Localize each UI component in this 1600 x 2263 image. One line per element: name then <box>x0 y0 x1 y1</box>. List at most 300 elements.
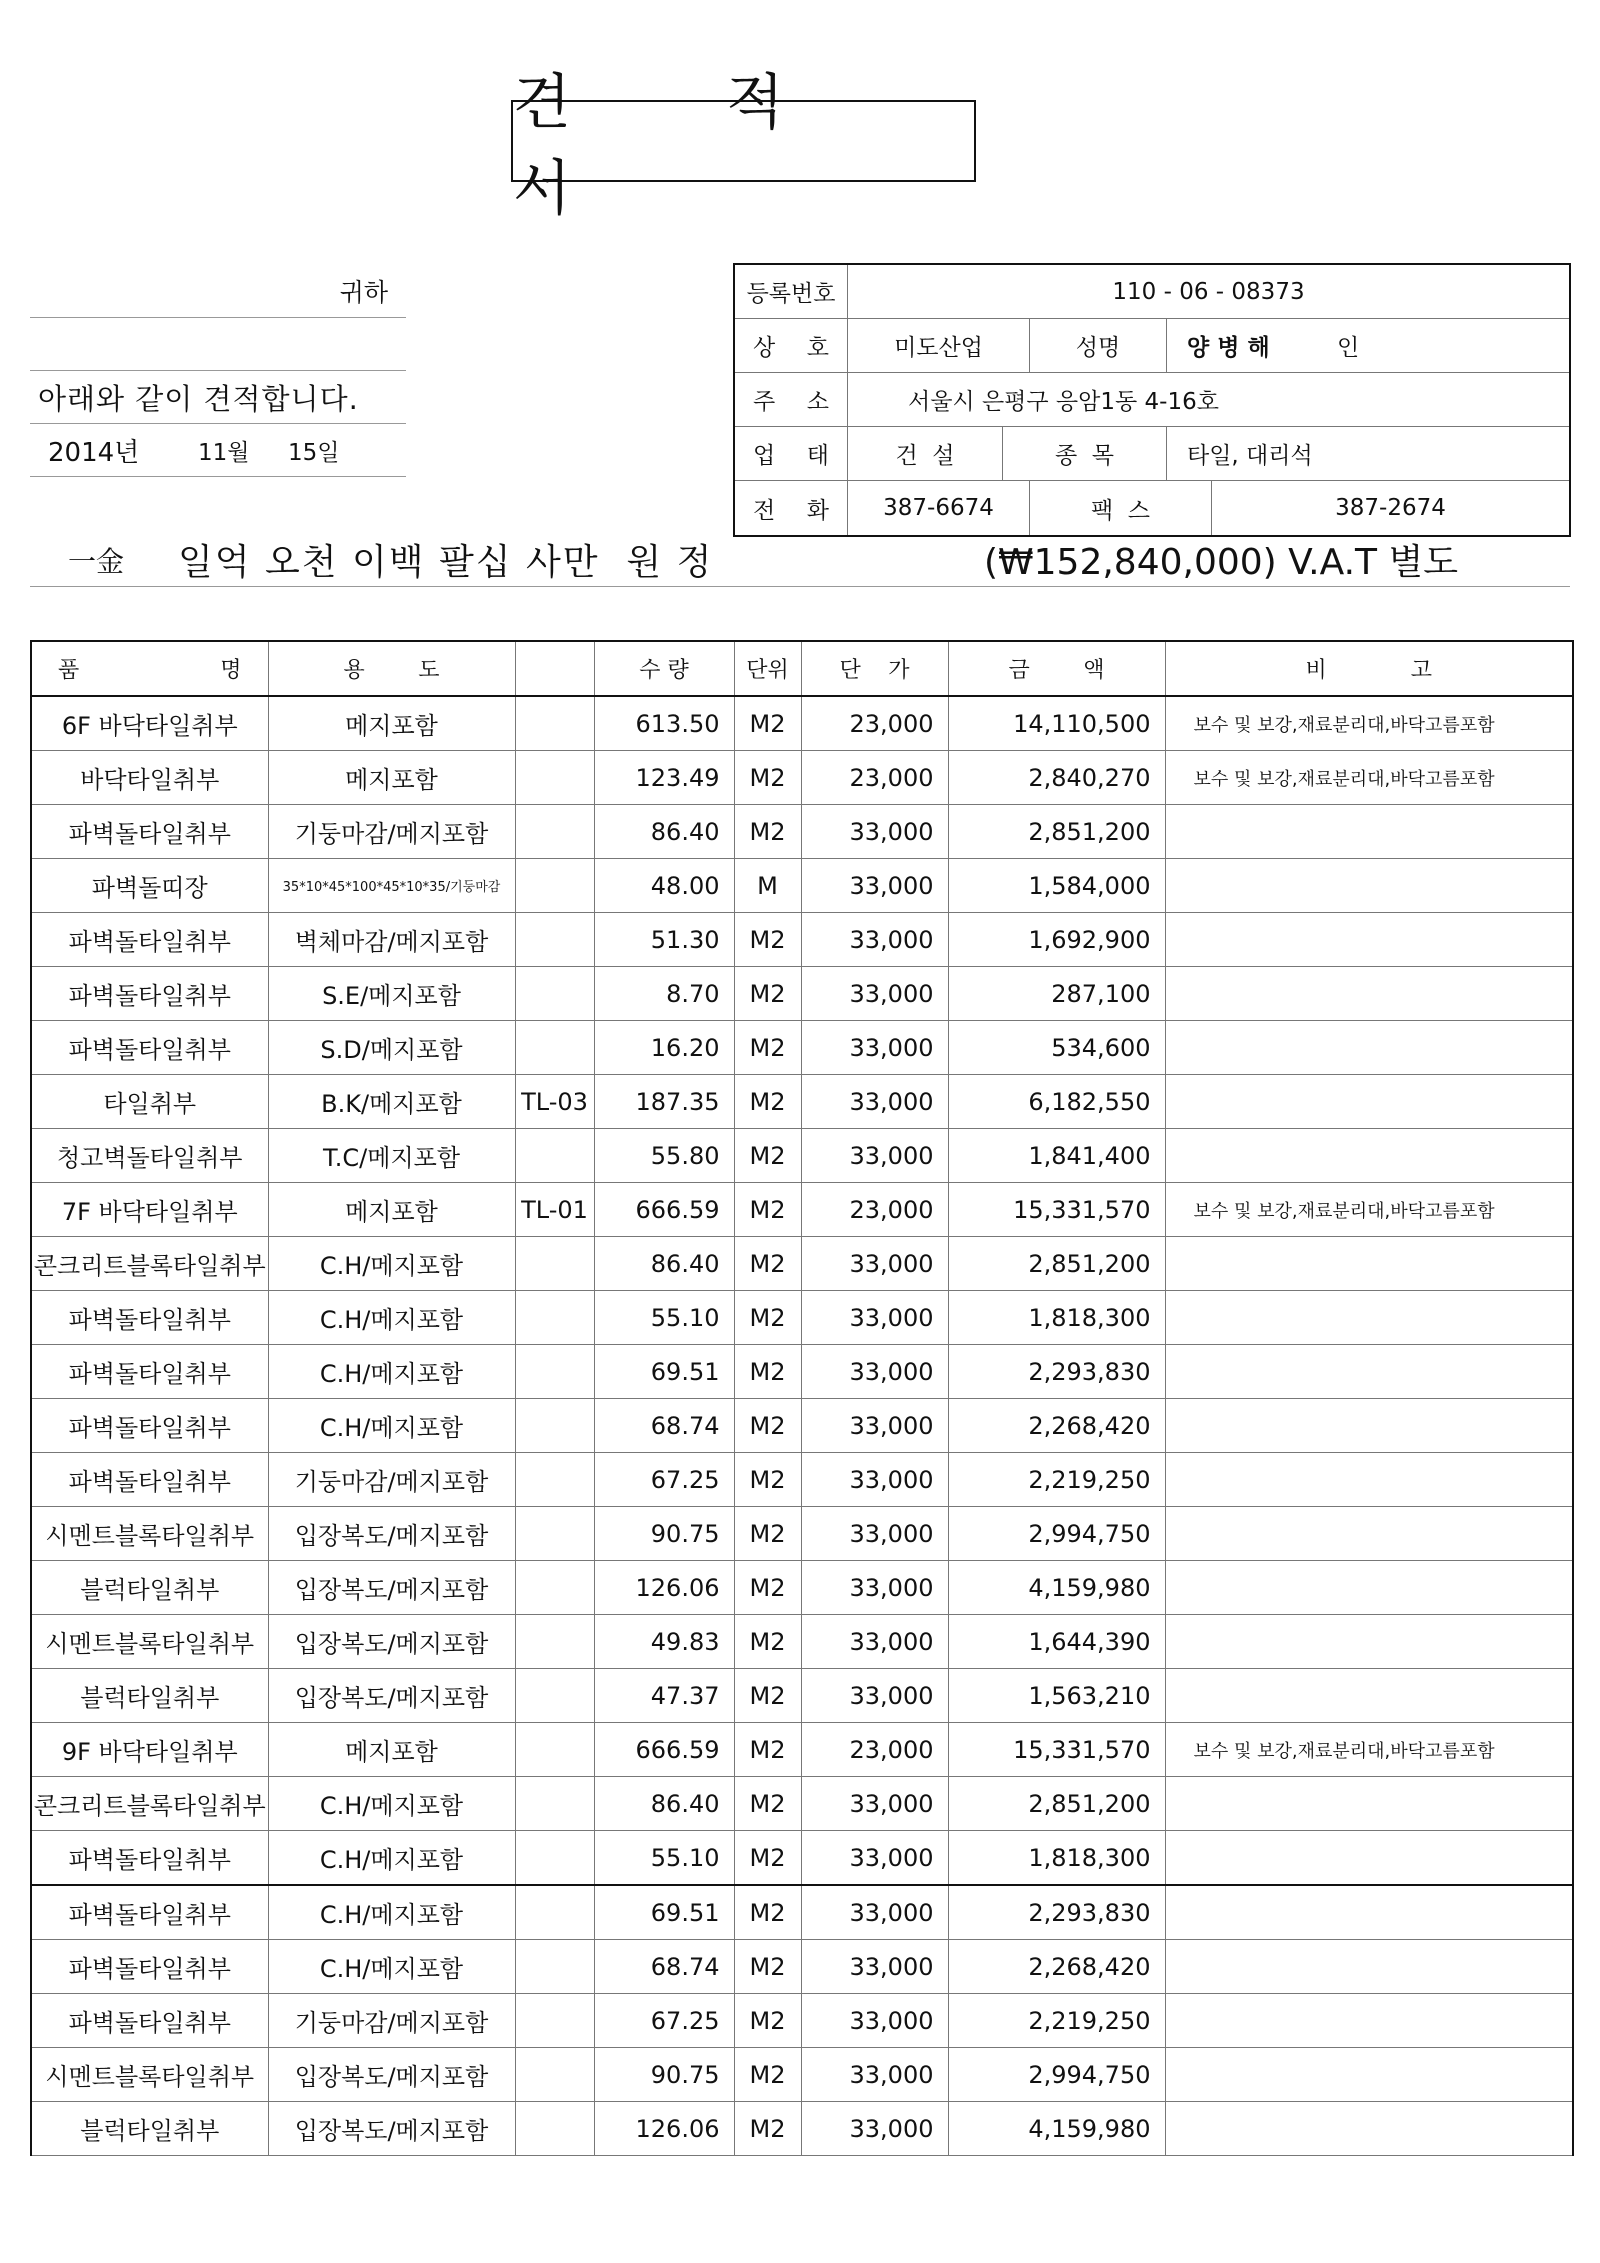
estimate-statement-line <box>30 371 406 424</box>
item-quantity: 187.35 <box>594 1075 734 1129</box>
item-quantity: 49.83 <box>594 1615 734 1669</box>
amount-prefix: 一金 <box>68 544 125 578</box>
item-amount: 2,994,750 <box>948 1507 1165 1561</box>
supplier-row-registration <box>735 265 1569 319</box>
item-unit-price: 33,000 <box>801 1129 948 1183</box>
item-remarks <box>1165 1615 1573 1669</box>
item-name: 파벽돌타일취부 <box>31 913 268 967</box>
business-label-part-1: 업 <box>753 443 776 469</box>
item-usage: 입장복도/메지포함 <box>268 1615 515 1669</box>
item-quantity: 90.75 <box>594 2048 734 2102</box>
item-spec <box>515 1723 594 1777</box>
item-usage: 입장복도/메지포함 <box>268 2102 515 2156</box>
item-usage: S.E/메지포함 <box>268 967 515 1021</box>
item-name: 9F 바닥타일취부 <box>31 1723 268 1777</box>
item-name: 파벽돌타일취부 <box>31 967 268 1021</box>
item-name: 파벽돌띠장 <box>31 859 268 913</box>
header-unit-price: 단 가 <box>801 641 948 696</box>
item-amount: 1,818,300 <box>948 1291 1165 1345</box>
item-quantity: 69.51 <box>594 1885 734 1940</box>
item-usage: C.H/메지포함 <box>268 1940 515 1994</box>
item-unit: M2 <box>734 1885 801 1940</box>
item-unit: M2 <box>734 967 801 1021</box>
item-remarks <box>1165 1994 1573 2048</box>
business-label-part-2: 태 <box>806 443 829 469</box>
table-row <box>31 1561 1573 1615</box>
item-name: 파벽돌타일취부 <box>31 1994 268 2048</box>
item-remarks <box>1165 1291 1573 1345</box>
item-amount: 2,994,750 <box>948 2048 1165 2102</box>
item-unit: M2 <box>734 1075 801 1129</box>
item-amount: 2,851,200 <box>948 1777 1165 1831</box>
estimate-items-table <box>30 640 1574 2156</box>
item-amount: 2,268,420 <box>948 1940 1165 1994</box>
item-amount: 4,159,980 <box>948 2102 1165 2156</box>
item-remarks <box>1165 859 1573 913</box>
item-unit-price: 33,000 <box>801 967 948 1021</box>
phone-label-part-2: 화 <box>806 497 829 524</box>
item-amount: 2,293,830 <box>948 1885 1165 1940</box>
table-row <box>31 696 1573 751</box>
item-quantity: 90.75 <box>594 1507 734 1561</box>
blank-line <box>30 318 406 371</box>
supplier-row-company <box>735 319 1569 373</box>
item-unit: M2 <box>734 1453 801 1507</box>
table-row <box>31 1183 1573 1237</box>
item-remarks <box>1165 1561 1573 1615</box>
item-quantity: 86.40 <box>594 1237 734 1291</box>
item-spec <box>515 1453 594 1507</box>
item-quantity: 55.10 <box>594 1291 734 1345</box>
item-unit: M2 <box>734 1129 801 1183</box>
item-unit: M2 <box>734 2102 801 2156</box>
table-row <box>31 1723 1573 1777</box>
item-remarks <box>1165 1345 1573 1399</box>
item-quantity: 126.06 <box>594 2102 734 2156</box>
date-line <box>30 424 406 477</box>
table-row <box>31 1507 1573 1561</box>
item-amount: 1,584,000 <box>948 859 1165 913</box>
item-spec <box>515 1669 594 1723</box>
item-usage: 메지포함 <box>268 696 515 751</box>
item-remarks <box>1165 1669 1573 1723</box>
item-spec: TL-03 <box>515 1075 594 1129</box>
item-usage: 입장복도/메지포함 <box>268 1507 515 1561</box>
representative-cell <box>1167 319 1569 372</box>
header-unit: 단위 <box>734 641 801 696</box>
item-name: 시멘트블록타일취부 <box>31 2048 268 2102</box>
item-quantity: 86.40 <box>594 805 734 859</box>
item-usage: 입장복도/메지포함 <box>268 2048 515 2102</box>
header-quantity: 수 량 <box>594 641 734 696</box>
representative-name: 양 병 해 <box>1187 335 1270 361</box>
item-usage: 기둥마감/메지포함 <box>268 1453 515 1507</box>
item-unit-price: 33,000 <box>801 913 948 967</box>
item-unit: M2 <box>734 913 801 967</box>
item-usage: 메지포함 <box>268 751 515 805</box>
total-amount-line <box>30 533 1570 587</box>
table-row <box>31 1615 1573 1669</box>
item-amount: 2,219,250 <box>948 1994 1165 2048</box>
item-unit-price: 33,000 <box>801 1940 948 1994</box>
table-row <box>31 1345 1573 1399</box>
item-name: 파벽돌타일취부 <box>31 805 268 859</box>
item-unit-price: 33,000 <box>801 1561 948 1615</box>
item-name: 파벽돌타일취부 <box>31 1453 268 1507</box>
item-name: 바닥타일취부 <box>31 751 268 805</box>
header-remarks: 비 고 <box>1165 641 1573 696</box>
item-unit: M2 <box>734 751 801 805</box>
item-unit-price: 33,000 <box>801 1777 948 1831</box>
item-unit-price: 33,000 <box>801 1831 948 1886</box>
table-row <box>31 1399 1573 1453</box>
item-name: 블럭타일취부 <box>31 1669 268 1723</box>
item-usage: 벽체마감/메지포함 <box>268 913 515 967</box>
item-unit-price: 33,000 <box>801 805 948 859</box>
header-spec <box>515 641 594 696</box>
table-row <box>31 1291 1573 1345</box>
item-spec <box>515 2048 594 2102</box>
item-spec <box>515 1129 594 1183</box>
table-row <box>31 967 1573 1021</box>
item-spec <box>515 913 594 967</box>
item-spec <box>515 751 594 805</box>
item-unit-price: 33,000 <box>801 2102 948 2156</box>
phone-value: 387-6674 <box>848 481 1030 535</box>
company-label <box>735 319 848 372</box>
item-quantity: 68.74 <box>594 1399 734 1453</box>
item-quantity: 55.80 <box>594 1129 734 1183</box>
item-name: 파벽돌타일취부 <box>31 1399 268 1453</box>
item-name: 타일취부 <box>31 1075 268 1129</box>
item-unit-price: 33,000 <box>801 1453 948 1507</box>
item-quantity: 55.10 <box>594 1831 734 1886</box>
item-unit: M2 <box>734 1994 801 2048</box>
item-remarks <box>1165 1940 1573 1994</box>
item-remarks: 보수 및 보강,재료분리대,바닥고름포함 <box>1165 1183 1573 1237</box>
table-row <box>31 751 1573 805</box>
item-name: 블럭타일취부 <box>31 1561 268 1615</box>
company-label-part-2: 호 <box>806 335 829 361</box>
item-spec <box>515 1507 594 1561</box>
item-spec <box>515 696 594 751</box>
item-remarks <box>1165 1399 1573 1453</box>
item-spec <box>515 1345 594 1399</box>
table-row <box>31 1237 1573 1291</box>
item-quantity: 666.59 <box>594 1723 734 1777</box>
item-remarks: 보수 및 보강,재료분리대,바닥고름포함 <box>1165 751 1573 805</box>
item-remarks <box>1165 1237 1573 1291</box>
item-usage: S.D/메지포함 <box>268 1021 515 1075</box>
item-quantity: 123.49 <box>594 751 734 805</box>
item-usage: C.H/메지포함 <box>268 1237 515 1291</box>
item-spec <box>515 1831 594 1886</box>
recipient-suffix: 귀하 <box>339 278 388 307</box>
item-amount: 1,644,390 <box>948 1615 1165 1669</box>
item-remarks <box>1165 1129 1573 1183</box>
item-name: 콘크리트블록타일취부 <box>31 1777 268 1831</box>
representative-label: 성명 <box>1030 319 1167 372</box>
table-row <box>31 1453 1573 1507</box>
item-quantity: 126.06 <box>594 1561 734 1615</box>
item-amount: 14,110,500 <box>948 696 1165 751</box>
item-name: 파벽돌타일취부 <box>31 1291 268 1345</box>
table-row <box>31 805 1573 859</box>
table-row <box>31 859 1573 913</box>
item-amount: 2,840,270 <box>948 751 1165 805</box>
table-body <box>31 696 1573 2156</box>
item-unit: M2 <box>734 1723 801 1777</box>
item-unit-price: 33,000 <box>801 2048 948 2102</box>
item-name: 콘크리트블록타일취부 <box>31 1237 268 1291</box>
item-spec <box>515 1399 594 1453</box>
item-unit-price: 33,000 <box>801 1399 948 1453</box>
address-label-part-1: 주 <box>753 389 776 415</box>
header-amount: 금 액 <box>948 641 1165 696</box>
date-month: 11월 <box>198 439 250 466</box>
item-remarks <box>1165 967 1573 1021</box>
table-row <box>31 1669 1573 1723</box>
item-spec <box>515 1021 594 1075</box>
item-amount: 4,159,980 <box>948 1561 1165 1615</box>
business-item-label: 종 목 <box>1003 427 1167 480</box>
item-remarks <box>1165 2102 1573 2156</box>
table-header-row <box>31 641 1573 696</box>
item-unit-price: 33,000 <box>801 1021 948 1075</box>
table-row <box>31 2048 1573 2102</box>
item-remarks <box>1165 1075 1573 1129</box>
item-name: 파벽돌타일취부 <box>31 1885 268 1940</box>
item-spec <box>515 1237 594 1291</box>
amount-in-numbers: (₩152,840,000) V.A.T 별도 <box>984 542 1459 583</box>
item-unit: M2 <box>734 1777 801 1831</box>
item-name: 청고벽돌타일취부 <box>31 1129 268 1183</box>
item-unit: M2 <box>734 1399 801 1453</box>
item-unit-price: 23,000 <box>801 696 948 751</box>
business-item-value: 타일, 대리석 <box>1187 443 1313 469</box>
item-amount: 2,293,830 <box>948 1345 1165 1399</box>
item-unit-price: 33,000 <box>801 1075 948 1129</box>
item-unit-price: 23,000 <box>801 1183 948 1237</box>
item-usage: C.H/메지포함 <box>268 1777 515 1831</box>
item-unit: M2 <box>734 1615 801 1669</box>
item-unit-price: 33,000 <box>801 1237 948 1291</box>
item-spec <box>515 805 594 859</box>
item-spec <box>515 859 594 913</box>
item-unit: M2 <box>734 1183 801 1237</box>
registration-number: 110 - 06 - 08373 <box>1112 278 1305 305</box>
item-usage: 메지포함 <box>268 1183 515 1237</box>
item-remarks: 보수 및 보강,재료분리대,바닥고름포함 <box>1165 696 1573 751</box>
table-row <box>31 1885 1573 1940</box>
item-amount: 2,851,200 <box>948 1237 1165 1291</box>
table-row <box>31 1831 1573 1886</box>
item-spec: TL-01 <box>515 1183 594 1237</box>
item-remarks <box>1165 913 1573 967</box>
item-unit-price: 23,000 <box>801 1723 948 1777</box>
item-spec <box>515 1615 594 1669</box>
item-amount: 2,851,200 <box>948 805 1165 859</box>
document-title: 견 적 서 <box>513 68 852 224</box>
item-spec <box>515 1561 594 1615</box>
item-amount: 1,692,900 <box>948 913 1165 967</box>
table-row <box>31 913 1573 967</box>
item-quantity: 613.50 <box>594 696 734 751</box>
item-amount: 287,100 <box>948 967 1165 1021</box>
company-label-part-1: 상 <box>753 335 776 361</box>
item-name: 6F 바닥타일취부 <box>31 696 268 751</box>
item-unit: M2 <box>734 1507 801 1561</box>
item-quantity: 67.25 <box>594 1453 734 1507</box>
item-unit: M2 <box>734 1291 801 1345</box>
item-unit: M <box>734 859 801 913</box>
item-remarks <box>1165 2048 1573 2102</box>
item-spec <box>515 2102 594 2156</box>
item-name: 시멘트블록타일취부 <box>31 1507 268 1561</box>
item-spec <box>515 967 594 1021</box>
item-remarks: 보수 및 보강,재료분리대,바닥고름포함 <box>1165 1723 1573 1777</box>
table-row <box>31 1075 1573 1129</box>
item-usage: C.H/메지포함 <box>268 1345 515 1399</box>
item-name: 시멘트블록타일취부 <box>31 1615 268 1669</box>
item-remarks <box>1165 1507 1573 1561</box>
address-value: 서울시 은평구 응암1동 4-16호 <box>908 389 1219 415</box>
item-unit-price: 33,000 <box>801 1885 948 1940</box>
item-amount: 15,331,570 <box>948 1723 1165 1777</box>
item-unit: M2 <box>734 1669 801 1723</box>
item-unit: M2 <box>734 2048 801 2102</box>
date-year: 2014년 <box>48 437 140 468</box>
item-amount: 1,841,400 <box>948 1129 1165 1183</box>
item-usage: C.H/메지포함 <box>268 1885 515 1940</box>
recipient-line <box>30 265 406 318</box>
item-usage: 35*10*45*100*45*10*35/기둥마감 <box>268 859 515 913</box>
item-spec <box>515 1994 594 2048</box>
item-unit: M2 <box>734 1940 801 1994</box>
item-unit-price: 33,000 <box>801 1507 948 1561</box>
item-usage: T.C/메지포함 <box>268 1129 515 1183</box>
table-row <box>31 1777 1573 1831</box>
fax-value: 387-2674 <box>1335 495 1446 521</box>
header-usage: 용 도 <box>268 641 515 696</box>
item-amount: 1,563,210 <box>948 1669 1165 1723</box>
item-quantity: 666.59 <box>594 1183 734 1237</box>
item-name: 블럭타일취부 <box>31 2102 268 2156</box>
item-usage: 메지포함 <box>268 1723 515 1777</box>
item-quantity: 68.74 <box>594 1940 734 1994</box>
item-unit-price: 33,000 <box>801 859 948 913</box>
item-unit: M2 <box>734 1345 801 1399</box>
supplier-row-phone <box>735 481 1569 535</box>
business-type-value: 건 설 <box>848 427 1003 480</box>
item-amount: 1,818,300 <box>948 1831 1165 1886</box>
seal-mark: 인 <box>1337 335 1360 361</box>
business-type-label <box>735 427 848 480</box>
header-item-name: 품 명 <box>31 641 268 696</box>
item-usage: 기둥마감/메지포함 <box>268 1994 515 2048</box>
item-usage: C.H/메지포함 <box>268 1399 515 1453</box>
document-title-box <box>511 68 976 224</box>
item-remarks <box>1165 1453 1573 1507</box>
phone-label-part-1: 전 <box>753 497 776 524</box>
item-unit-price: 33,000 <box>801 1994 948 2048</box>
item-quantity: 47.37 <box>594 1669 734 1723</box>
date-day: 15일 <box>288 439 340 466</box>
item-unit-price: 33,000 <box>801 1615 948 1669</box>
item-quantity: 48.00 <box>594 859 734 913</box>
item-amount: 2,268,420 <box>948 1399 1165 1453</box>
item-remarks <box>1165 1885 1573 1940</box>
table-row <box>31 2102 1573 2156</box>
item-name: 파벽돌타일취부 <box>31 1021 268 1075</box>
company-name: 미도산업 <box>848 319 1030 372</box>
item-quantity: 16.20 <box>594 1021 734 1075</box>
item-spec <box>515 1940 594 1994</box>
item-unit-price: 33,000 <box>801 1291 948 1345</box>
item-remarks <box>1165 1831 1573 1886</box>
item-unit: M2 <box>734 696 801 751</box>
phone-label <box>735 481 848 535</box>
item-quantity: 69.51 <box>594 1345 734 1399</box>
supplier-row-business <box>735 427 1569 481</box>
item-name: 파벽돌타일취부 <box>31 1831 268 1886</box>
item-spec <box>515 1777 594 1831</box>
item-quantity: 67.25 <box>594 1994 734 2048</box>
amount-in-words: 일억 오천 이백 팔십 사만 원 정 <box>178 542 714 583</box>
item-amount: 6,182,550 <box>948 1075 1165 1129</box>
item-usage: C.H/메지포함 <box>268 1831 515 1886</box>
item-quantity: 51.30 <box>594 913 734 967</box>
item-usage: 입장복도/메지포함 <box>268 1561 515 1615</box>
table-row <box>31 1994 1573 2048</box>
item-amount: 2,219,250 <box>948 1453 1165 1507</box>
item-unit: M2 <box>734 1831 801 1886</box>
item-amount: 534,600 <box>948 1021 1165 1075</box>
supplier-row-address <box>735 373 1569 427</box>
fax-label: 팩 스 <box>1030 481 1212 535</box>
item-amount: 15,331,570 <box>948 1183 1165 1237</box>
item-unit: M2 <box>734 805 801 859</box>
item-name: 파벽돌타일취부 <box>31 1345 268 1399</box>
item-quantity: 86.40 <box>594 1777 734 1831</box>
item-name: 파벽돌타일취부 <box>31 1940 268 1994</box>
item-unit-price: 33,000 <box>801 1669 948 1723</box>
item-usage: 입장복도/메지포함 <box>268 1669 515 1723</box>
item-unit: M2 <box>734 1237 801 1291</box>
item-unit: M2 <box>734 1561 801 1615</box>
address-label-part-2: 소 <box>806 389 829 415</box>
registration-label: 등록번호 <box>735 265 848 318</box>
item-spec <box>515 1885 594 1940</box>
table-row <box>31 1129 1573 1183</box>
recipient-block <box>30 265 406 477</box>
item-usage: C.H/메지포함 <box>268 1291 515 1345</box>
item-spec <box>515 1291 594 1345</box>
item-unit-price: 23,000 <box>801 751 948 805</box>
item-unit-price: 33,000 <box>801 1345 948 1399</box>
item-remarks <box>1165 1021 1573 1075</box>
item-remarks <box>1165 805 1573 859</box>
estimate-statement: 아래와 같이 견적합니다. <box>38 381 359 416</box>
table-row <box>31 1940 1573 1994</box>
item-quantity: 8.70 <box>594 967 734 1021</box>
item-remarks <box>1165 1777 1573 1831</box>
item-usage: 기둥마감/메지포함 <box>268 805 515 859</box>
item-unit: M2 <box>734 1021 801 1075</box>
address-label <box>735 373 848 426</box>
table-row <box>31 1021 1573 1075</box>
supplier-info-table <box>733 263 1571 537</box>
